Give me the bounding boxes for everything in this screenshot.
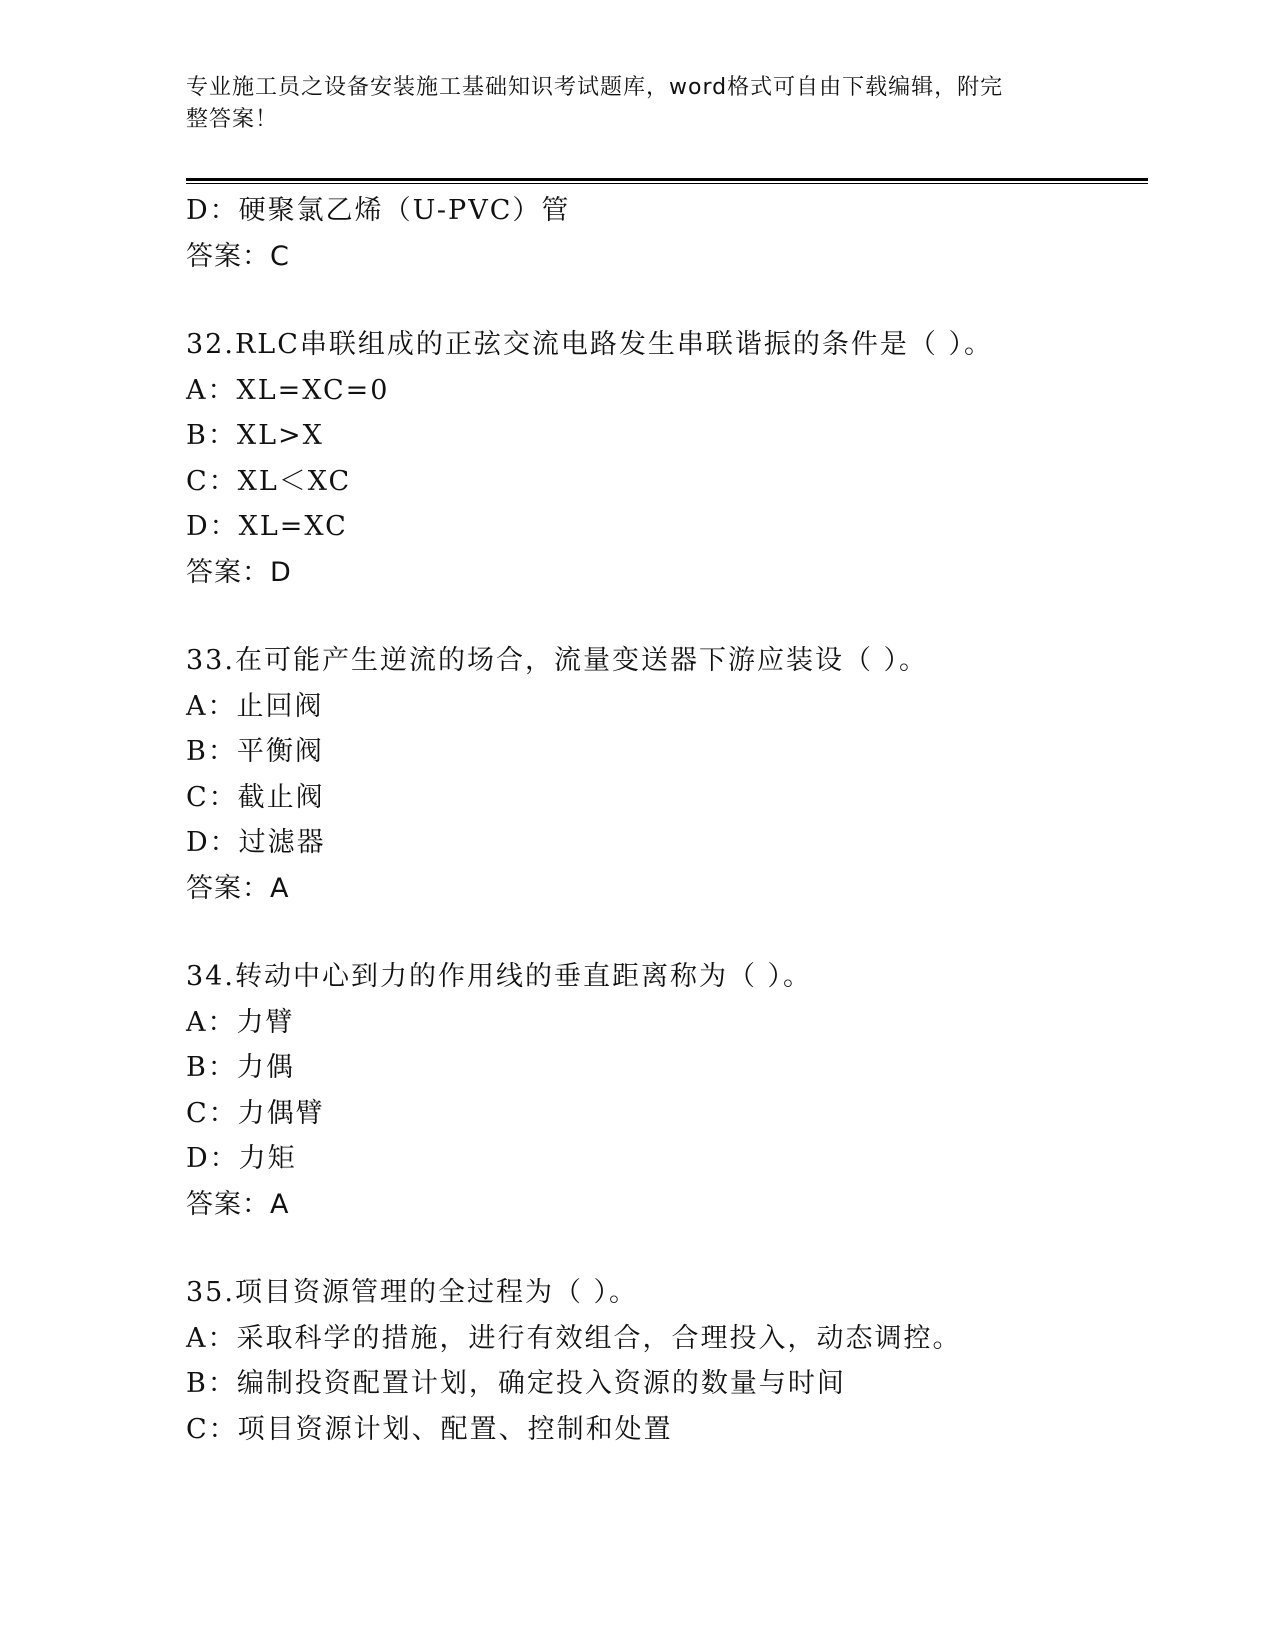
option-b: B：编制投资配置计划，确定投入资源的数量与时间 bbox=[186, 1368, 846, 1399]
answer: 答案：D bbox=[186, 556, 292, 588]
option-b: B：XL>X bbox=[186, 420, 324, 451]
option-d: D：过滤器 bbox=[186, 827, 326, 858]
option-b: B：力偶 bbox=[186, 1052, 295, 1083]
question-stem: 32.RLC串联组成的正弦交流电路发生串联谐振的条件是（ ）。 bbox=[186, 329, 993, 360]
option-d: D：XL=XC bbox=[186, 511, 348, 542]
option-c: C：截止阀 bbox=[186, 781, 325, 813]
option-c: C：力偶臂 bbox=[186, 1097, 325, 1129]
option-d: D：力矩 bbox=[186, 1143, 297, 1174]
option-a: A：XL=XC=0 bbox=[186, 374, 390, 406]
option-a: A：止回阀 bbox=[186, 690, 324, 722]
question-32 bbox=[186, 322, 1148, 595]
question-list bbox=[186, 188, 1148, 1452]
question-33 bbox=[186, 638, 1148, 911]
option-d: D：硬聚氯乙烯（U-PVC）管 bbox=[186, 195, 571, 226]
answer: 答案：C bbox=[186, 240, 290, 272]
header-divider-thin bbox=[186, 183, 1148, 184]
header-divider-thick bbox=[186, 178, 1148, 181]
document-header bbox=[186, 72, 1066, 136]
header-line-2: 整答案！ bbox=[186, 107, 279, 132]
question-35 bbox=[186, 1270, 1148, 1452]
option-b: B：平衡阀 bbox=[186, 736, 324, 767]
option-a: A：力臂 bbox=[186, 1006, 295, 1038]
answer: 答案：A bbox=[186, 1188, 290, 1220]
option-c: C：项目资源计划、配置、控制和处置 bbox=[186, 1413, 673, 1445]
header-line-1: 专业施工员之设备安装施工基础知识考试题库，word格式可自由下载编辑，附完 bbox=[186, 75, 1004, 100]
question-stem: 35.项目资源管理的全过程为（ ）。 bbox=[186, 1277, 639, 1308]
question-stem: 34.转动中心到力的作用线的垂直距离称为（ ）。 bbox=[186, 961, 813, 992]
answer: 答案：A bbox=[186, 872, 290, 904]
option-c: C：XL＜XC bbox=[186, 465, 352, 497]
question-34 bbox=[186, 954, 1148, 1227]
question-stem: 33.在可能产生逆流的场合，流量变送器下游应装设（ ）。 bbox=[186, 645, 929, 676]
option-a: A：采取科学的措施，进行有效组合，合理投入，动态调控。 bbox=[186, 1322, 962, 1354]
